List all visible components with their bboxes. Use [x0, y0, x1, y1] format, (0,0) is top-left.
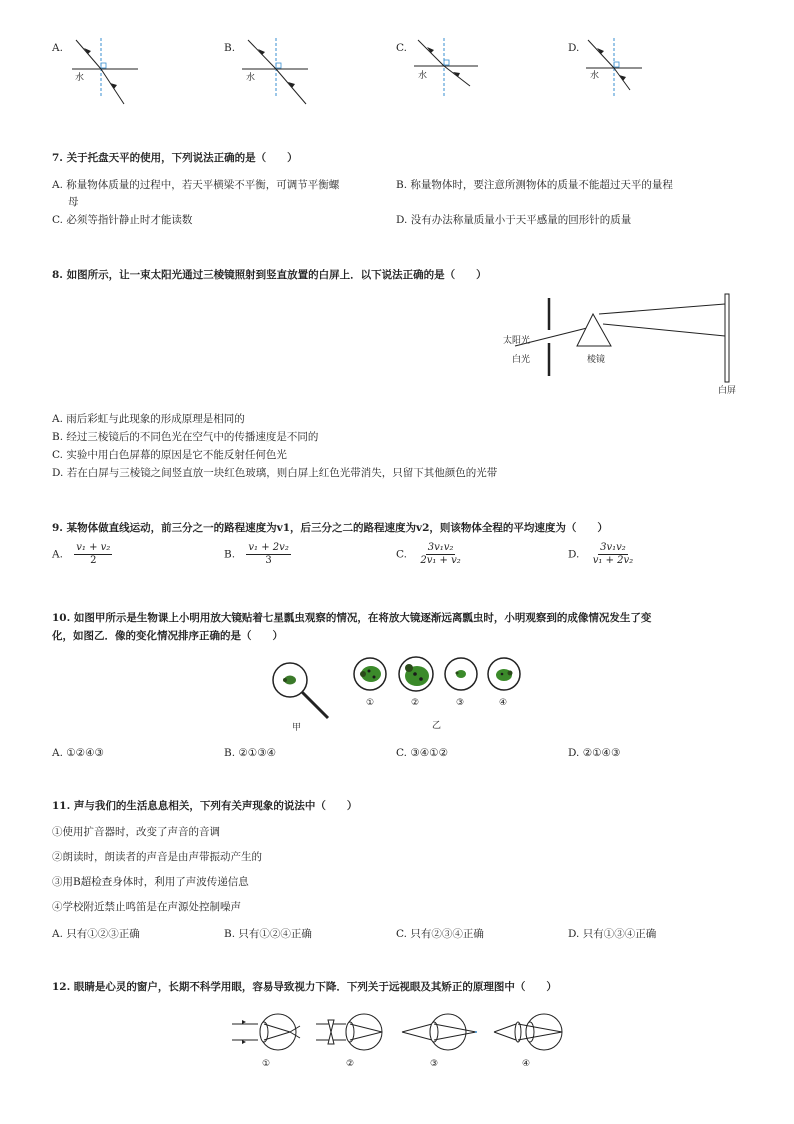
q12-mark-2: ② [346, 1059, 355, 1069]
q12-eye-diagram-1 [228, 1012, 308, 1056]
q10-label-jia: 甲 [292, 723, 302, 733]
q9-option-a-fraction [74, 542, 112, 567]
q6-option-a-label: A. [52, 42, 63, 54]
q10-image-3 [443, 656, 479, 692]
q9-option-c-fraction [418, 542, 462, 567]
q7-stem: 7. 关于托盘天平的使用，下列说法正确的是（ ） [52, 152, 298, 164]
q10-magnifier-figure [270, 660, 340, 730]
q12-mark-3: ③ [430, 1059, 439, 1069]
q10-mark-3: ③ [456, 698, 465, 708]
q11-option-a[interactable]: A. 只有①②③正确 [52, 928, 140, 940]
q10-option-d[interactable]: D. ②①④③ [568, 747, 621, 759]
q11-stem: 11. 声与我们的生活息息相关，下列有关声现象的说法中（ ） [52, 800, 358, 812]
q6-option-b-label: B. [224, 42, 236, 54]
q6-option-c-label: C. [396, 42, 407, 54]
q10-mark-2: ② [411, 698, 420, 708]
q11-option-b[interactable]: B. 只有①②④正确 [224, 928, 312, 940]
q10-mark-4: ④ [499, 698, 508, 708]
q9-option-d-denominator: v₁ + 2v₂ [592, 555, 634, 566]
q8-prism-diagram [495, 290, 755, 402]
q8-sunlight-label: 太阳光 [503, 336, 531, 346]
q9-option-b-fraction [246, 542, 290, 567]
q6-option-d-label: D. [568, 42, 580, 54]
q8-prism-label: 棱镜 [587, 355, 606, 365]
q10-stem-line1: 10. 如图甲所示是生物课上小明用放大镜贴着七星瓢虫观察的情况，在将放大镜逐渐远离瓢虫时，小明观察到的成像情况发生了变 [52, 612, 652, 624]
q9-option-c[interactable] [396, 542, 463, 567]
q9-option-a[interactable] [52, 542, 112, 567]
q9-option-b-numerator: v₁ + 2v₂ [248, 542, 289, 553]
q6-medium-label-c: 水 [418, 71, 428, 81]
q9-option-c-label: C. [396, 548, 407, 561]
q9-option-a-numerator: v₁ + v₂ [76, 542, 111, 553]
q9-option-a-denominator: 2 [90, 555, 97, 566]
q10-option-b[interactable]: B. ②①③④ [224, 747, 277, 759]
q11-statement-4: ④学校附近禁止鸣笛是在声源处控制噪声 [52, 901, 241, 913]
q7-option-d[interactable]: D. 没有办法称量质量小于天平感量的回形针的质量 [396, 214, 632, 226]
q9-option-b[interactable] [224, 542, 291, 567]
q8-option-b[interactable]: B. 经过三棱镜后的不同色光在空气中的传播速度是不同的 [52, 431, 319, 443]
q10-image-2 [397, 655, 435, 693]
q9-option-b-label: B. [224, 548, 236, 561]
q11-option-d[interactable]: D. 只有①③④正确 [568, 928, 657, 940]
q12-stem: 12. 眼睛是心灵的窗户，长期不科学用眼，容易导致视力下降．下列关于远视眼及其矫正的原理图中（ ） [52, 981, 557, 993]
q12-eye-diagram-2 [312, 1012, 392, 1056]
q11-statement-3: ③用B超检查身体时，利用了声波传递信息 [52, 876, 249, 888]
q8-white-light-label: 白光 [512, 355, 531, 365]
q9-option-b-denominator: 3 [265, 555, 272, 566]
q11-statement-2: ②朗读时，朗读者的声音是由声带振动产生的 [52, 851, 262, 863]
q9-stem: 9. 某物体做直线运动，前三分之一的路程速度为v1，后三分之二的路程速度为v2，则该物体全程的平均速度为（ ） [52, 522, 608, 534]
q6-medium-label-d: 水 [590, 71, 600, 81]
q12-mark-1: ① [262, 1059, 271, 1069]
q10-label-yi: 乙 [432, 721, 442, 731]
q6-medium-label-a: 水 [75, 73, 85, 83]
q9-option-c-denominator: 2v₁ + v₂ [420, 555, 461, 566]
q10-mark-1: ① [366, 698, 375, 708]
q9-option-d-numerator: 3v₁v₂ [600, 542, 626, 553]
q6-medium-label-b: 水 [246, 73, 256, 83]
q11-option-c[interactable]: C. 只有②③④正确 [396, 928, 484, 940]
q10-option-a[interactable]: A. ①②④③ [52, 747, 104, 759]
q7-option-b[interactable]: B. 称量物体时，要注意所测物体的质量不能超过天平的量程 [396, 179, 673, 191]
q8-option-d[interactable]: D. 若在白屏与三棱镜之间竖直放一块红色玻璃，则白屏上红色光带消失，只留下其他颜色的光带 [52, 467, 498, 479]
q9-option-a-label: A. [52, 548, 63, 561]
q9-option-c-numerator: 3v₁v₂ [427, 542, 454, 553]
q11-statement-1: ①使用扩音器时，改变了声音的音调 [52, 826, 220, 838]
q12-eye-diagram-4 [490, 1012, 574, 1056]
q8-option-c[interactable]: C. 实验中用白色屏幕的原因是它不能反射任何色光 [52, 449, 287, 461]
q10-image-1 [352, 656, 388, 692]
q9-option-d-fraction [591, 542, 635, 567]
q9-option-d-label: D. [568, 548, 580, 561]
q12-mark-4: ④ [522, 1059, 531, 1069]
q10-image-4 [486, 656, 522, 692]
q10-option-c[interactable]: C. ③④①② [396, 747, 448, 759]
q6-figures [0, 0, 794, 120]
q7-option-a-line2: 母 [68, 196, 79, 208]
q8-stem: 8. 如图所示，让一束太阳光通过三棱镜照射到竖直放置的白屏上．以下说法正确的是（ ） [52, 269, 487, 281]
q7-option-c[interactable]: C. 必须等指针静止时才能读数 [52, 214, 193, 226]
q10-stem-line2: 化，如图乙．像的变化情况排序正确的是（ ） [52, 630, 283, 642]
q7-option-a-line1[interactable]: A. 称量物体质量的过程中，若天平横梁不平衡，可调节平衡螺 [52, 179, 340, 191]
q12-eye-diagram-3 [398, 1012, 482, 1056]
q9-option-d[interactable] [568, 542, 635, 567]
q8-option-a[interactable]: A. 雨后彩虹与此现象的形成原理是相同的 [52, 413, 245, 425]
q8-screen-label: 白屏 [718, 386, 737, 396]
